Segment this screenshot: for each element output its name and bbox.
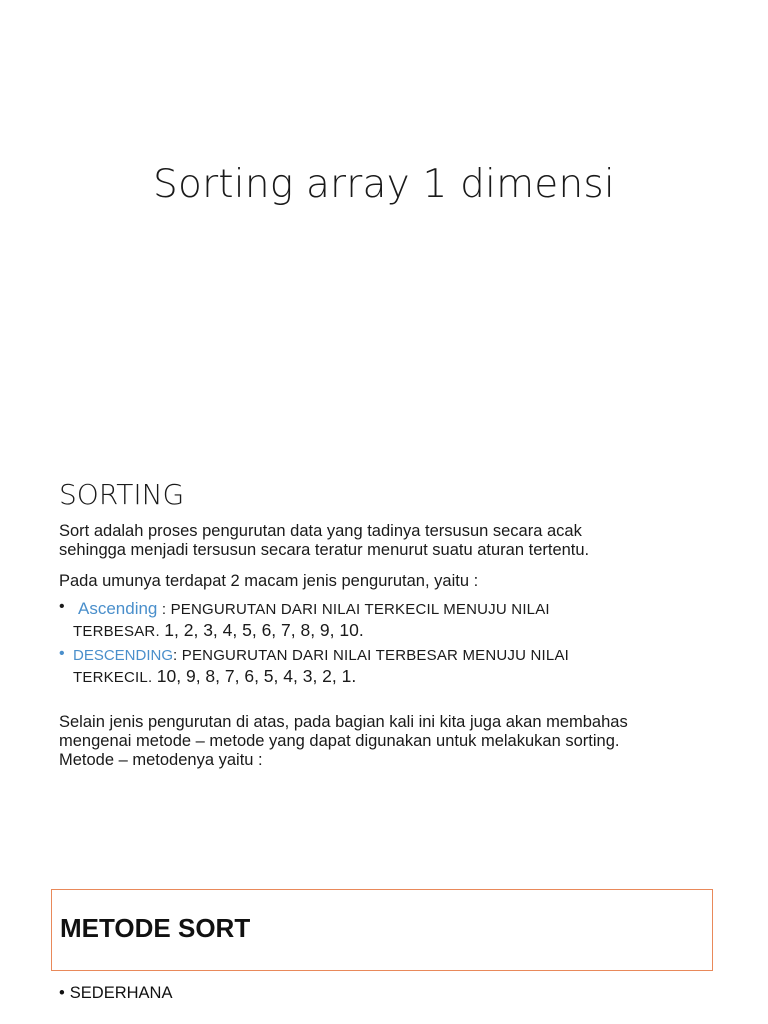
bullet-descending-body [59, 645, 719, 688]
metode-sort-box [51, 889, 713, 971]
ascending-definition-end: TERBESAR. [73, 623, 160, 640]
descending-definition: : PENGURUTAN DARI NILAI TERBESAR MENUJU NILAI [173, 647, 570, 664]
bullet-descending [59, 645, 719, 688]
list-item-sederhana [59, 984, 172, 1003]
descending-definition-end: TERKECIL. [73, 669, 153, 686]
intro-line-1: Sort adalah proses pengurutan data yang tadinya tersusun secara acak [59, 522, 582, 540]
bullet-descending-line-2 [73, 666, 719, 688]
outro-line-1: Selain jenis pengurutan di atas, pada bagian kali ini kita juga akan membahas [59, 713, 628, 731]
outro-line-3: Metode – metodenya yaitu : [59, 751, 263, 769]
metode-sort-heading: METODE SORT [60, 913, 251, 943]
bullet-ascending-line-1 [73, 598, 719, 620]
bullet-ascending-body [59, 598, 719, 642]
outro-line-2: mengenai metode – metode yang dapat digunakan untuk melakukan sorting. [59, 732, 620, 750]
bullet-descending-line-1 [73, 645, 719, 666]
intro-line-2: sehingga menjadi tersusun secara teratur menurut suatu aturan tertentu. [59, 541, 590, 559]
descending-keyword: DESCENDING [73, 647, 174, 664]
list-item-label: SEDERHANA [69, 984, 173, 1002]
ascending-definition: : PENGURUTAN DARI NILAI TERKECIL MENUJU NILAI [161, 601, 550, 618]
ascending-keyword: Ascending [78, 599, 158, 618]
outro-paragraph [59, 713, 739, 770]
descending-example: 10, 9, 8, 7, 6, 5, 4, 3, 2, 1. [156, 666, 357, 686]
section-heading-sorting: SORTING [59, 478, 185, 511]
bullet-ascending-line-2 [73, 620, 719, 642]
bullet-dot: • [59, 984, 65, 1002]
types-intro: Pada umunya terdapat 2 macam jenis pengurutan, yaitu : [59, 572, 479, 590]
bullet-dot: • [59, 598, 65, 615]
bullet-ascending [59, 598, 719, 642]
bullet-dot: • [59, 645, 65, 662]
intro-paragraph [59, 522, 739, 560]
ascending-example: 1, 2, 3, 4, 5, 6, 7, 8, 9, 10. [164, 620, 364, 640]
slide-title: Sorting array 1 dimensi [153, 162, 615, 207]
